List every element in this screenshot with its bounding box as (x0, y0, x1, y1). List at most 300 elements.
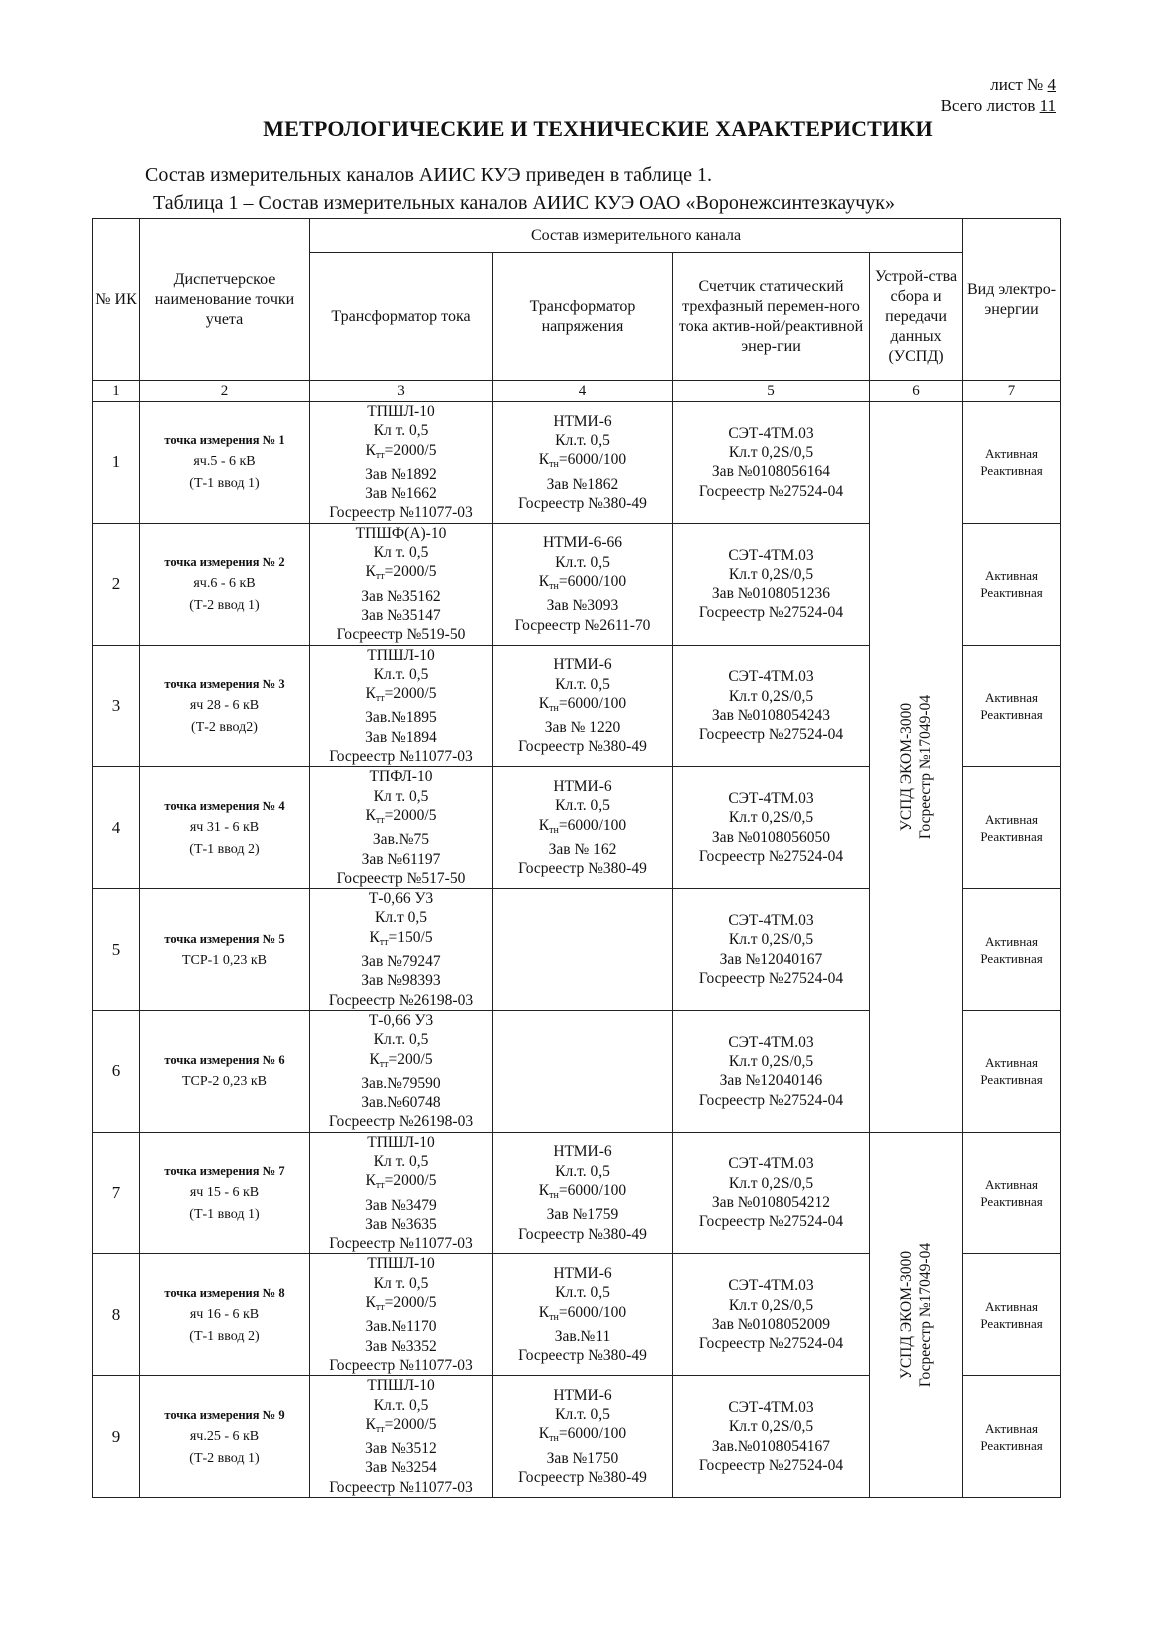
cell-line: Кл.т. 0,5 (373, 1396, 429, 1414)
ratio-subscript: тт (375, 1302, 385, 1314)
cell-line: Кл.т 0,2S/0,5 (728, 1418, 814, 1436)
voltage-transformer (493, 1010, 673, 1132)
ratio-value: =200/5 (388, 1050, 433, 1068)
column-number: 6 (870, 381, 963, 402)
voltage-transformer (493, 1254, 673, 1376)
meter (673, 1132, 870, 1254)
sheet-total: 11 (1039, 96, 1056, 115)
point-cell: яч 28 - 6 кВ (189, 697, 260, 713)
ratio-subscript: тт (379, 1058, 389, 1070)
ratio-value: =2000/5 (384, 685, 437, 703)
cell-line: ТПШЛ-10 (367, 646, 435, 664)
metering-point (140, 1376, 310, 1498)
cell-line: НТМИ-6 (553, 777, 612, 795)
energy-kind-item: Активная (985, 1177, 1039, 1193)
ratio-line (493, 1181, 672, 1205)
header-vt: Трансформатор напряжения (493, 253, 673, 381)
header-meter: Счетчик статический трехфазный перемен-ного тока актив-ной/реактивной энер-гии (673, 253, 870, 381)
cell-line: Зав №98393 (361, 972, 441, 990)
ratio-value: =6000/100 (558, 451, 627, 469)
cell-line: Госреестр №380-49 (518, 1469, 647, 1487)
ik-number: 9 (93, 1376, 140, 1498)
sheet-total-label: Всего листов (940, 96, 1036, 115)
ratio-value: =6000/100 (558, 1181, 627, 1199)
ratio-subscript: тн (549, 581, 559, 593)
ratio-value: =6000/100 (558, 1303, 627, 1321)
energy-kind (963, 1010, 1061, 1132)
cell-line: СЭТ-4ТМ.03 (728, 546, 814, 564)
ratio-value: =2000/5 (384, 1294, 437, 1312)
uspd-label (897, 695, 935, 839)
ik-number: 5 (93, 889, 140, 1011)
ratio-value: =6000/100 (558, 1425, 627, 1443)
cell-line: Кл.т 0,2S/0,5 (728, 565, 814, 583)
cell-line: НТМИ-6-66 (542, 534, 622, 552)
ratio-line (310, 928, 492, 952)
cell-line: Госреестр №27524-04 (698, 1091, 844, 1109)
cell-line: Госреестр №26198-03 (328, 991, 474, 1009)
cell-line: Кл.т 0,2S/0,5 (728, 687, 814, 705)
metering-point (140, 1254, 310, 1376)
cell-line: Зав №1750 (546, 1449, 619, 1467)
ik-number: 2 (93, 523, 140, 645)
ratio-symbol: К (369, 928, 380, 946)
ratio-line (493, 450, 672, 474)
cell-line: Госреестр №27524-04 (698, 726, 844, 744)
cell-line: Зав №1862 (546, 475, 619, 493)
ratio-line (310, 806, 492, 830)
cell-line: Госреестр №380-49 (518, 738, 647, 756)
metering-point (140, 402, 310, 524)
energy-kind-item: Активная (985, 933, 1039, 949)
cell-line: Кл.т 0,2S/0,5 (728, 1053, 814, 1070)
energy-kind-item: Активная (985, 446, 1039, 462)
cell-line: Зав №3635 (365, 1215, 437, 1233)
cell-line: Зав №0108056164 (711, 463, 831, 481)
cell-line: Зав.№79590 (361, 1074, 441, 1092)
ratio-symbol: К (538, 1303, 550, 1321)
ratio-symbol: К (365, 806, 376, 824)
cell-line: Кл.т. 0,5 (555, 431, 610, 449)
ratio-line (310, 562, 492, 586)
cell-line: Кл.т. 0,5 (373, 1031, 429, 1049)
cell-line: Госреестр №519-50 (336, 626, 466, 644)
cell-line: ТПШЛ-10 (367, 403, 435, 420)
ratio-value: =2000/5 (384, 563, 437, 581)
cell-line: Госреестр №11077-03 (329, 504, 473, 522)
cell-line: Госреестр №380-49 (518, 1347, 647, 1365)
cell-line: Кл.т. 0,5 (555, 1284, 610, 1302)
ratio-value: =6000/100 (558, 816, 627, 834)
table-body (93, 402, 1061, 1498)
cell-line: СЭТ-4ТМ.03 (728, 1277, 814, 1295)
energy-kind-item: Активная (985, 689, 1039, 705)
energy-kind-item: Реактивная (980, 463, 1043, 479)
ratio-subscript: тт (375, 814, 385, 826)
cell-line: Кл.т 0,2S/0,5 (728, 809, 814, 827)
current-transformer (310, 523, 493, 645)
cell-line: Зав.№1170 (365, 1318, 437, 1336)
ratio-symbol: К (538, 1181, 550, 1199)
ratio-line (493, 1424, 672, 1448)
voltage-transformer (493, 523, 673, 645)
ratio-subscript: тт (375, 1180, 385, 1192)
cell-line: Кл т. 0,5 (373, 422, 429, 440)
cell-line: Т-0,66 У3 (368, 890, 434, 908)
ratio-subscript: тт (375, 571, 385, 583)
energy-kind-item: Активная (985, 1420, 1039, 1436)
ratio-line (310, 1293, 492, 1317)
cell-line: НТМИ-6 (553, 412, 612, 430)
cell-line: Кл.т. 0,5 (373, 665, 429, 683)
point-title: точка измерения № 5 (164, 931, 285, 946)
ratio-subscript: тн (549, 702, 559, 714)
cell-line: Кл т. 0,5 (373, 787, 429, 805)
cell-line: Кл.т. 0,5 (555, 1406, 610, 1424)
ratio-symbol: К (538, 451, 550, 469)
cell-line: Зав №12040167 (719, 950, 823, 968)
point-title: точка измерения № 3 (164, 676, 285, 691)
uspd-line2: Госреестр №17049-04 (917, 694, 935, 839)
cell-line: СЭТ-4ТМ.03 (728, 424, 814, 442)
cell-line: Кл.т. 0,5 (555, 553, 610, 571)
cell-line: СЭТ-4ТМ.03 (728, 1399, 814, 1417)
cell-line: Зав №0108054212 (711, 1194, 831, 1212)
point-cell: яч 16 - 6 кВ (189, 1306, 260, 1322)
point-title: точка измерения № 4 (164, 798, 285, 813)
cell-line: Зав №0108056050 (711, 828, 831, 846)
point-input: (Т-2 ввод 1) (189, 1450, 260, 1466)
cell-line: НТМИ-6 (553, 656, 612, 674)
ratio-symbol: К (538, 694, 550, 712)
energy-kind-item: Реактивная (980, 828, 1043, 844)
measurement-channels-table (92, 218, 1061, 1498)
uspd-line2: Госреестр №17049-04 (917, 1242, 935, 1387)
cell-line: Госреестр №26198-03 (328, 1113, 474, 1131)
energy-kind-item: Реактивная (980, 585, 1043, 601)
cell-line: ТПШЛ-10 (367, 1255, 435, 1273)
voltage-transformer (493, 645, 673, 767)
ratio-line (310, 1171, 492, 1195)
current-transformer (310, 1254, 493, 1376)
cell-line: ТПШЛ-10 (367, 1133, 435, 1151)
cell-line: НТМИ-6 (553, 1265, 612, 1283)
ratio-value: =2000/5 (384, 441, 437, 459)
ratio-value: =2000/5 (384, 1172, 437, 1190)
ratio-line (310, 1050, 492, 1074)
uspd-device (870, 402, 963, 1133)
cell-line: Кл.т 0,2S/0,5 (728, 931, 814, 949)
cell-line: Госреестр №380-49 (518, 860, 647, 878)
header-group: Состав измерительного канала (310, 219, 963, 253)
header-kind: Вид электро-энергии (963, 219, 1061, 381)
cell-line: Госреестр №27524-04 (698, 969, 844, 987)
cell-line: Госреестр №27524-04 (698, 604, 844, 622)
metering-point (140, 889, 310, 1011)
meter (673, 1376, 870, 1498)
cell-line: ТПШФ(А)-10 (355, 524, 447, 542)
current-transformer (310, 767, 493, 889)
cell-line: Зав №35147 (361, 606, 441, 624)
ratio-line (310, 441, 492, 465)
metering-point (140, 523, 310, 645)
ratio-symbol: К (538, 1425, 550, 1443)
cell-line: Госреестр №380-49 (518, 1225, 647, 1243)
point-input: (Т-1 ввод 1) (189, 476, 260, 492)
cell-line: СЭТ-4ТМ.03 (728, 668, 814, 686)
cell-line: Зав.№60748 (361, 1094, 441, 1112)
ratio-line (493, 1303, 672, 1327)
cell-line: Госреестр №11077-03 (329, 1478, 473, 1496)
energy-kind-item: Реактивная (980, 1194, 1043, 1210)
metering-point (140, 1132, 310, 1254)
cell-line: Кл.т 0,2S/0,5 (728, 1296, 814, 1314)
voltage-transformer (493, 1376, 673, 1498)
current-transformer (310, 1376, 493, 1498)
current-transformer (310, 402, 493, 524)
point-input: (Т-1 ввод 1) (189, 1207, 260, 1223)
cell-line: НТМИ-6 (553, 1143, 612, 1161)
energy-kind-item: Активная (985, 811, 1039, 827)
cell-line: Кл т. 0,5 (373, 1274, 429, 1292)
cell-line: Зав №3352 (365, 1337, 437, 1355)
ratio-subscript: тт (375, 1423, 385, 1435)
energy-kind-item: Реактивная (980, 1437, 1043, 1453)
energy-kind-item: Реактивная (980, 1315, 1043, 1331)
sheet-label: лист № (990, 75, 1044, 94)
point-input: (Т-1 ввод 2) (189, 1328, 260, 1344)
point-title: точка измерения № 9 (164, 1407, 285, 1422)
cell-line: СЭТ-4ТМ.03 (728, 790, 814, 808)
meter (673, 402, 870, 524)
cell-line: Кл.т. 0,5 (555, 1162, 610, 1180)
ratio-value: =150/5 (388, 928, 433, 946)
ratio-symbol: К (365, 441, 376, 459)
sheet-info (941, 74, 1056, 116)
cell-line: Госреестр №2611-70 (514, 616, 651, 634)
cell-line: Госреестр №27524-04 (698, 848, 844, 866)
ratio-symbol: К (365, 1294, 376, 1312)
point-input: (Т-2 ввод 1) (189, 598, 260, 614)
ratio-subscript: тн (549, 459, 559, 471)
current-transformer (310, 1010, 493, 1132)
ik-number: 1 (93, 402, 140, 524)
ratio-value: =2000/5 (384, 806, 437, 824)
energy-kind (963, 1132, 1061, 1254)
ratio-symbol: К (538, 816, 550, 834)
ratio-value: =6000/100 (558, 573, 627, 591)
ratio-subscript: тн (549, 1311, 559, 1323)
uspd-line1: УСПД ЭКОМ-3000 (898, 702, 916, 831)
metering-point (140, 767, 310, 889)
energy-kind (963, 523, 1061, 645)
point-cell: яч 15 - 6 кВ (189, 1185, 260, 1201)
cell-line: СЭТ-4ТМ.03 (728, 911, 814, 929)
cell-line: Зав №12040146 (719, 1072, 823, 1090)
cell-line: Зав № 162 (548, 840, 617, 858)
column-numbers-row (93, 381, 1061, 402)
table-row (93, 402, 1061, 524)
ratio-symbol: К (538, 573, 550, 591)
ratio-subscript: тн (549, 1433, 559, 1445)
cell-line: Кл.т. 0,5 (555, 675, 610, 693)
ratio-line (493, 816, 672, 840)
cell-line: Госреестр №27524-04 (698, 1456, 844, 1474)
cell-line: Кл.т 0,2S/0,5 (728, 1174, 814, 1192)
cell-line: Кл т. 0,5 (373, 544, 429, 562)
point-cell: яч.5 - 6 кВ (193, 454, 256, 470)
cell-line: Зав №1892 (365, 465, 437, 483)
ratio-symbol: К (365, 685, 376, 703)
point-cell: яч.25 - 6 кВ (189, 1428, 260, 1444)
cell-line: Зав №79247 (361, 953, 441, 971)
uspd-label (897, 1243, 935, 1387)
cell-line: Зав №3093 (546, 597, 619, 615)
sheet-number-line (941, 74, 1056, 95)
uspd-device (870, 1132, 963, 1497)
cell-line: Зав.№1895 (365, 709, 437, 727)
point-title: точка измерения № 7 (164, 1164, 285, 1179)
column-number: 4 (493, 381, 673, 402)
cell-line: Госреестр №11077-03 (329, 1356, 473, 1374)
ik-number: 4 (93, 767, 140, 889)
voltage-transformer (493, 889, 673, 1011)
ratio-line (493, 572, 672, 596)
voltage-transformer (493, 402, 673, 524)
cell-line: Зав.№11 (554, 1328, 611, 1345)
meter (673, 1010, 870, 1132)
uspd-line1: УСПД ЭКОМ-3000 (898, 1250, 916, 1379)
energy-kind-item: Реактивная (980, 706, 1043, 722)
point-title: точка измерения № 6 (164, 1053, 285, 1068)
energy-kind (963, 1376, 1061, 1498)
energy-kind (963, 402, 1061, 524)
column-number: 5 (673, 381, 870, 402)
cell-line: Госреестр №27524-04 (698, 1335, 844, 1353)
ratio-symbol: К (365, 1172, 376, 1190)
energy-kind-item: Активная (985, 568, 1039, 584)
point-cell: ТСР-2 0,23 кВ (182, 1074, 267, 1090)
meter (673, 889, 870, 1011)
cell-line: Т-0,66 У3 (368, 1011, 434, 1029)
point-title: точка измерения № 1 (164, 433, 285, 448)
voltage-transformer (493, 1132, 673, 1254)
ratio-symbol: К (365, 563, 376, 581)
cell-line: Зав №3479 (365, 1196, 437, 1214)
ik-number: 3 (93, 645, 140, 767)
cell-line: Госреестр №380-49 (518, 494, 647, 512)
point-cell: ТСР-1 0,23 кВ (182, 952, 267, 968)
cell-line: Зав №61197 (361, 850, 441, 868)
cell-line: Госреестр №11077-03 (329, 748, 473, 766)
energy-kind-item: Активная (985, 1298, 1039, 1314)
ratio-subscript: тт (375, 449, 385, 461)
metering-point (140, 1010, 310, 1132)
cell-line: Кл.т 0,2S/0,5 (728, 444, 814, 462)
column-number: 1 (93, 381, 140, 402)
current-transformer (310, 645, 493, 767)
header-ct: Трансформатор тока (310, 253, 493, 381)
metering-point (140, 645, 310, 767)
point-title: точка измерения № 2 (164, 555, 285, 570)
energy-kind (963, 1254, 1061, 1376)
sheet-total-line (941, 95, 1056, 116)
cell-line: Кл.т. 0,5 (555, 797, 610, 815)
header-point: Диспетчерское наименование точки учета (140, 219, 310, 381)
ratio-line (493, 694, 672, 718)
cell-line: Зав №35162 (361, 587, 441, 605)
point-cell: яч.6 - 6 кВ (193, 576, 256, 592)
energy-kind-item: Реактивная (980, 950, 1043, 966)
column-number: 7 (963, 381, 1061, 402)
cell-line: Госреестр №27524-04 (698, 1213, 844, 1231)
ratio-value: =2000/5 (384, 1415, 437, 1433)
cell-line: Зав № 1220 (544, 719, 621, 737)
column-number: 2 (140, 381, 310, 402)
energy-kind-item: Активная (985, 1055, 1039, 1071)
cell-line: Зав №3254 (365, 1459, 437, 1477)
current-transformer (310, 1132, 493, 1254)
ik-number: 8 (93, 1254, 140, 1376)
point-input: (Т-1 ввод 2) (189, 841, 260, 857)
cell-line: ТПФЛ-10 (369, 768, 433, 786)
energy-kind (963, 645, 1061, 767)
ik-number: 7 (93, 1132, 140, 1254)
cell-line: Кл.т 0,5 (375, 909, 427, 927)
energy-kind (963, 889, 1061, 1011)
cell-line: Зав №0108054243 (711, 706, 831, 724)
meter (673, 523, 870, 645)
cell-line: Кл т. 0,5 (373, 1152, 429, 1170)
cell-line: Зав №1662 (365, 485, 437, 503)
cell-line: Госреестр №27524-04 (698, 482, 844, 500)
meter (673, 645, 870, 767)
ratio-subscript: тт (375, 693, 385, 705)
current-transformer (310, 889, 493, 1011)
ratio-symbol: К (365, 1415, 376, 1433)
table-row (93, 1132, 1061, 1254)
meter (673, 767, 870, 889)
voltage-transformer (493, 767, 673, 889)
ik-number: 6 (93, 1010, 140, 1132)
cell-line: СЭТ-4ТМ.03 (728, 1033, 814, 1051)
header-uspd: Устрой-ства сбора и передачи данных (УСПД) (870, 253, 963, 381)
page-title: МЕТРОЛОГИЧЕСКИЕ И ТЕХНИЧЕСКИЕ ХАРАКТЕРИСТИКИ (263, 116, 933, 141)
cell-line: Зав №1894 (365, 728, 437, 746)
ratio-value: =6000/100 (558, 694, 627, 712)
ratio-subscript: тн (549, 1189, 559, 1201)
ratio-subscript: тн (549, 824, 559, 836)
cell-line: ТПШЛ-10 (367, 1377, 435, 1395)
meter (673, 1254, 870, 1376)
ratio-symbol: К (369, 1050, 380, 1068)
table-caption: Таблица 1 – Состав измерительных каналов АИИС КУЭ ОАО «Воронежсинтезкаучук» (153, 192, 895, 214)
cell-line: Госреестр №11077-03 (329, 1235, 473, 1253)
energy-kind-item: Реактивная (980, 1072, 1043, 1088)
cell-line: НТМИ-6 (553, 1386, 612, 1404)
cell-line: Госреестр №517-50 (336, 869, 466, 887)
point-input: (Т-2 ввод2) (191, 719, 258, 735)
ratio-line (310, 1415, 492, 1439)
cell-line: Зав.№0108054167 (711, 1437, 831, 1455)
cell-line: Зав №3512 (365, 1440, 437, 1458)
energy-kind (963, 767, 1061, 889)
ratio-line (310, 684, 492, 708)
column-number: 3 (310, 381, 493, 402)
header-ik: № ИК (93, 219, 140, 381)
sheet-number: 4 (1047, 75, 1056, 94)
intro-text: Состав измерительных каналов АИИС КУЭ приведен в таблице 1. (145, 164, 712, 186)
